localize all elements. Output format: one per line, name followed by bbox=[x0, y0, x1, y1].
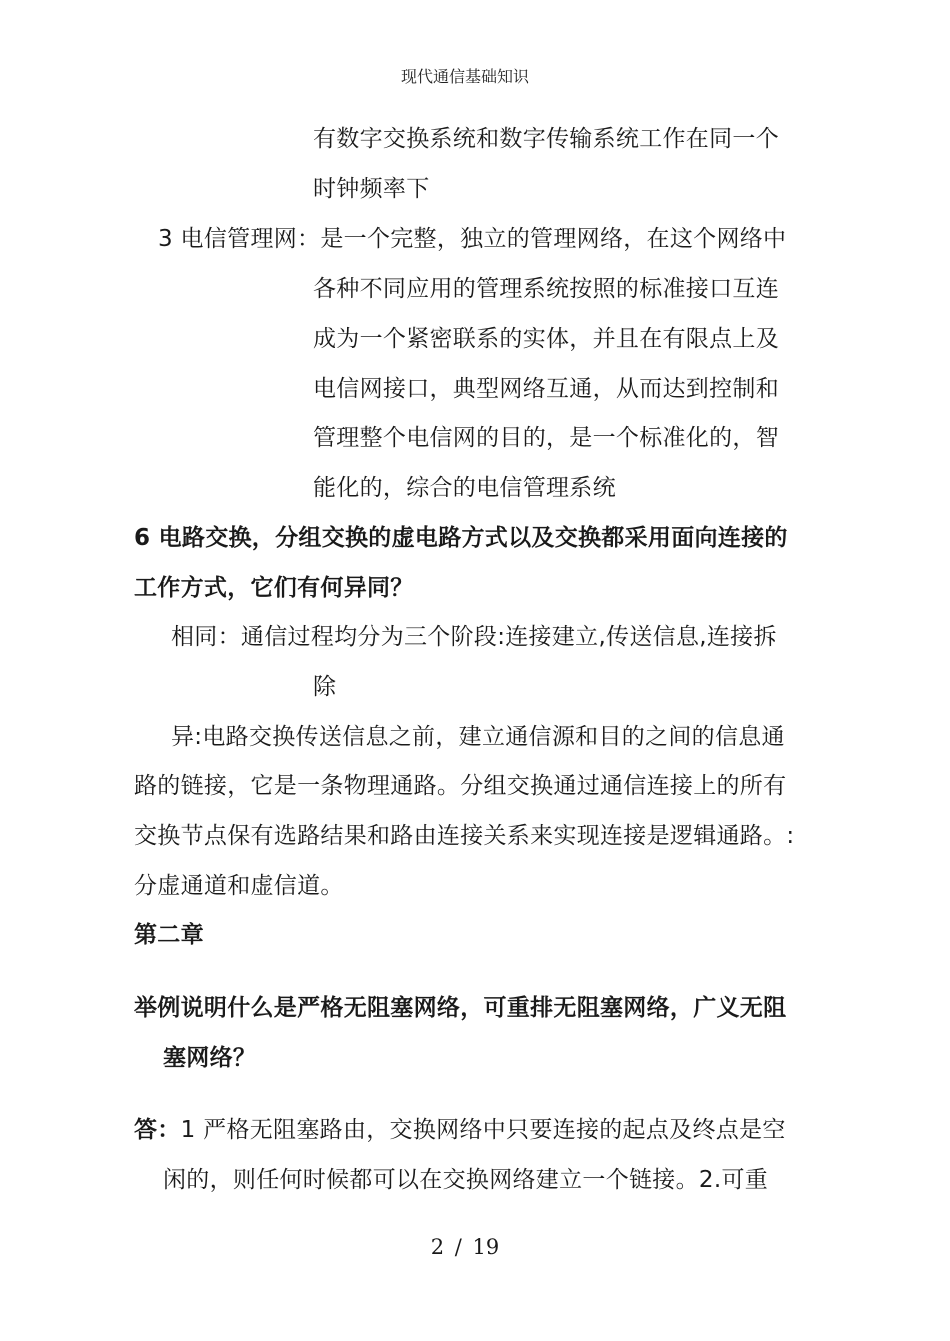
question-heading: 举例说明什么是严格无阻塞网络，可重排无阻塞网络，广义无阻 bbox=[134, 995, 787, 1021]
answer-text: 1 严格无阻塞路由，交换网络中只要连接的起点及终点是空 bbox=[180, 1117, 786, 1143]
text-line: 分虚通道和虚信道。 bbox=[134, 873, 344, 899]
text-line: 时钟频率下 bbox=[313, 176, 430, 202]
text-line: 有数字交换系统和数字传输系统工作在同一个 bbox=[313, 126, 779, 152]
text-line: 能化的，综合的电信管理系统 bbox=[313, 475, 616, 501]
text-line: 电信网接口，典型网络互通，从而达到控制和 bbox=[313, 376, 779, 402]
text-line: 各种不同应用的管理系统按照的标准接口互连 bbox=[313, 276, 779, 302]
answer-label: 答： bbox=[134, 1117, 181, 1143]
text-line: 管理整个电信网的目的，是一个标准化的，智 bbox=[313, 425, 779, 451]
text-line: 3 电信管理网：是一个完整，独立的管理网络，在这个网络中 bbox=[158, 226, 787, 252]
chapter-heading: 第二章 bbox=[134, 922, 204, 948]
answer-line bbox=[134, 1115, 786, 1145]
text-line: 相同：通信过程均分为三个阶段:连接建立,传送信息,连接拆 bbox=[171, 624, 777, 650]
question-heading: 塞网络？ bbox=[163, 1045, 257, 1071]
text-line: 成为一个紧密联系的实体，并且在有限点上及 bbox=[313, 326, 779, 352]
text-line: 异:电路交换传送信息之前，建立通信源和目的之间的信息通 bbox=[171, 724, 785, 750]
page-header: 现代通信基础知识 bbox=[400, 67, 529, 86]
text-line: 交换节点保有选路结果和路由连接关系来实现连接是逻辑通路。: bbox=[134, 823, 795, 849]
page-number: 2 / 19 bbox=[430, 1235, 500, 1259]
question-heading: 6 电路交换，分组交换的虚电路方式以及交换都采用面向连接的 bbox=[134, 525, 788, 551]
text-line: 除 bbox=[313, 674, 337, 700]
text-line: 闲的，则任何时候都可以在交换网络建立一个链接。2.可重 bbox=[163, 1167, 769, 1193]
text-line: 路的链接，它是一条物理通路。分组交换通过通信连接上的所有 bbox=[134, 773, 787, 799]
question-heading: 工作方式，它们有何异同？ bbox=[134, 575, 414, 601]
